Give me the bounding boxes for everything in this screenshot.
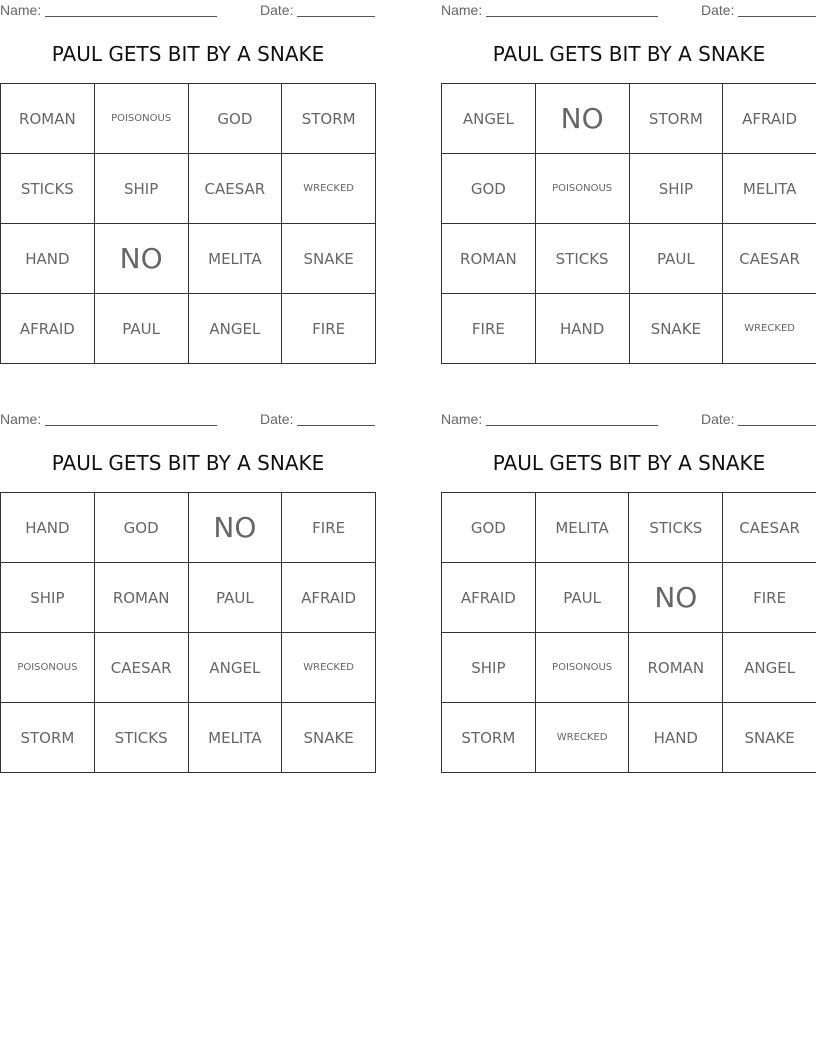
grid-cell: GOD: [442, 493, 536, 563]
name-date-header: [441, 409, 816, 429]
grid-cell: ROMAN: [1, 84, 95, 154]
grid-row: [1, 84, 376, 154]
grid-row: [1, 493, 376, 563]
grid-row: [1, 294, 376, 364]
grid-cell: CAESAR: [94, 633, 188, 703]
grid-cell: PAUL: [94, 294, 188, 364]
name-blank-line: [486, 16, 658, 17]
card-title: PAUL GETS BIT BY A SNAKE: [51, 42, 325, 66]
grid-row: [442, 84, 816, 154]
grid-row: [1, 563, 376, 633]
grid-cell: SNAKE: [282, 703, 376, 773]
date-blank-line: [297, 16, 375, 17]
grid-cell: HAND: [1, 224, 95, 294]
date-label: Date:: [701, 411, 735, 427]
grid-cell: ROMAN: [442, 224, 536, 294]
grid-cell: FIRE: [282, 294, 376, 364]
grid-cell: AFRAID: [723, 84, 816, 154]
grid-cell: SHIP: [629, 154, 723, 224]
bingo-grid: [0, 492, 376, 773]
bingo-grid: [441, 83, 816, 364]
grid-cell: STORM: [1, 703, 95, 773]
name-date-header: [441, 0, 816, 20]
grid-row: [442, 633, 816, 703]
grid-row: [442, 294, 816, 364]
grid-row: [442, 224, 816, 294]
grid-cell: POISONOUS: [535, 154, 629, 224]
grid-cell: PAUL: [629, 224, 723, 294]
grid-cell: NO: [629, 563, 723, 633]
name-label: Name:: [0, 2, 42, 18]
grid-row: [1, 224, 376, 294]
grid-cell: ROMAN: [94, 563, 188, 633]
grid-cell: ANGEL: [442, 84, 536, 154]
grid-cell: HAND: [1, 493, 95, 563]
name-label: Name:: [441, 2, 483, 18]
grid-cell: AFRAID: [1, 294, 95, 364]
grid-row: [1, 703, 376, 773]
grid-cell: PAUL: [188, 563, 282, 633]
grid-cell: NO: [94, 224, 188, 294]
grid-row: [1, 633, 376, 703]
grid-cell: STICKS: [629, 493, 723, 563]
card-title: PAUL GETS BIT BY A SNAKE: [51, 451, 325, 475]
grid-cell: AFRAID: [442, 563, 536, 633]
grid-cell: MELITA: [535, 493, 629, 563]
grid-cell: NO: [535, 84, 629, 154]
grid-cell: MELITA: [188, 703, 282, 773]
bingo-grid: [0, 83, 376, 364]
grid-cell: FIRE: [723, 563, 816, 633]
grid-cell: HAND: [535, 294, 629, 364]
date-label: Date:: [260, 411, 294, 427]
grid-cell: POISONOUS: [535, 633, 629, 703]
grid-cell: CAESAR: [723, 224, 816, 294]
grid-row: [442, 493, 816, 563]
grid-row: [1, 154, 376, 224]
grid-cell: CAESAR: [723, 493, 816, 563]
grid-cell: WRECKED: [535, 703, 629, 773]
grid-cell: SHIP: [94, 154, 188, 224]
grid-row: [442, 563, 816, 633]
grid-cell: STORM: [282, 84, 376, 154]
date-blank-line: [738, 425, 816, 426]
name-blank-line: [45, 425, 217, 426]
grid-cell: NO: [188, 493, 282, 563]
grid-cell: SNAKE: [629, 294, 723, 364]
card-title: PAUL GETS BIT BY A SNAKE: [492, 451, 766, 475]
name-blank-line: [486, 425, 658, 426]
grid-cell: SNAKE: [282, 224, 376, 294]
grid-cell: PAUL: [535, 563, 629, 633]
name-date-header: [0, 409, 376, 429]
name-label: Name:: [0, 411, 42, 427]
grid-row: [442, 703, 816, 773]
grid-cell: FIRE: [282, 493, 376, 563]
grid-cell: ANGEL: [188, 633, 282, 703]
grid-cell: GOD: [188, 84, 282, 154]
grid-cell: STICKS: [94, 703, 188, 773]
grid-cell: MELITA: [723, 154, 816, 224]
grid-cell: ROMAN: [629, 633, 723, 703]
grid-cell: POISONOUS: [94, 84, 188, 154]
grid-cell: WRECKED: [282, 154, 376, 224]
grid-cell: GOD: [442, 154, 536, 224]
grid-cell: POISONOUS: [1, 633, 95, 703]
date-label: Date:: [260, 2, 294, 18]
grid-row: [442, 154, 816, 224]
grid-cell: SHIP: [1, 563, 95, 633]
date-label: Date:: [701, 2, 735, 18]
grid-cell: STICKS: [535, 224, 629, 294]
grid-cell: FIRE: [442, 294, 536, 364]
name-blank-line: [45, 16, 217, 17]
date-blank-line: [297, 425, 375, 426]
date-blank-line: [738, 16, 816, 17]
grid-cell: ANGEL: [723, 633, 816, 703]
name-date-header: [0, 0, 376, 20]
grid-cell: STORM: [629, 84, 723, 154]
grid-cell: CAESAR: [188, 154, 282, 224]
grid-cell: ANGEL: [188, 294, 282, 364]
grid-cell: WRECKED: [723, 294, 816, 364]
grid-cell: GOD: [94, 493, 188, 563]
grid-cell: HAND: [629, 703, 723, 773]
grid-cell: SHIP: [442, 633, 536, 703]
grid-cell: AFRAID: [282, 563, 376, 633]
bingo-grid: [441, 492, 816, 773]
name-label: Name:: [441, 411, 483, 427]
grid-cell: STORM: [442, 703, 536, 773]
grid-cell: STICKS: [1, 154, 95, 224]
grid-cell: SNAKE: [723, 703, 816, 773]
card-title: PAUL GETS BIT BY A SNAKE: [492, 42, 766, 66]
grid-cell: MELITA: [188, 224, 282, 294]
grid-cell: WRECKED: [282, 633, 376, 703]
